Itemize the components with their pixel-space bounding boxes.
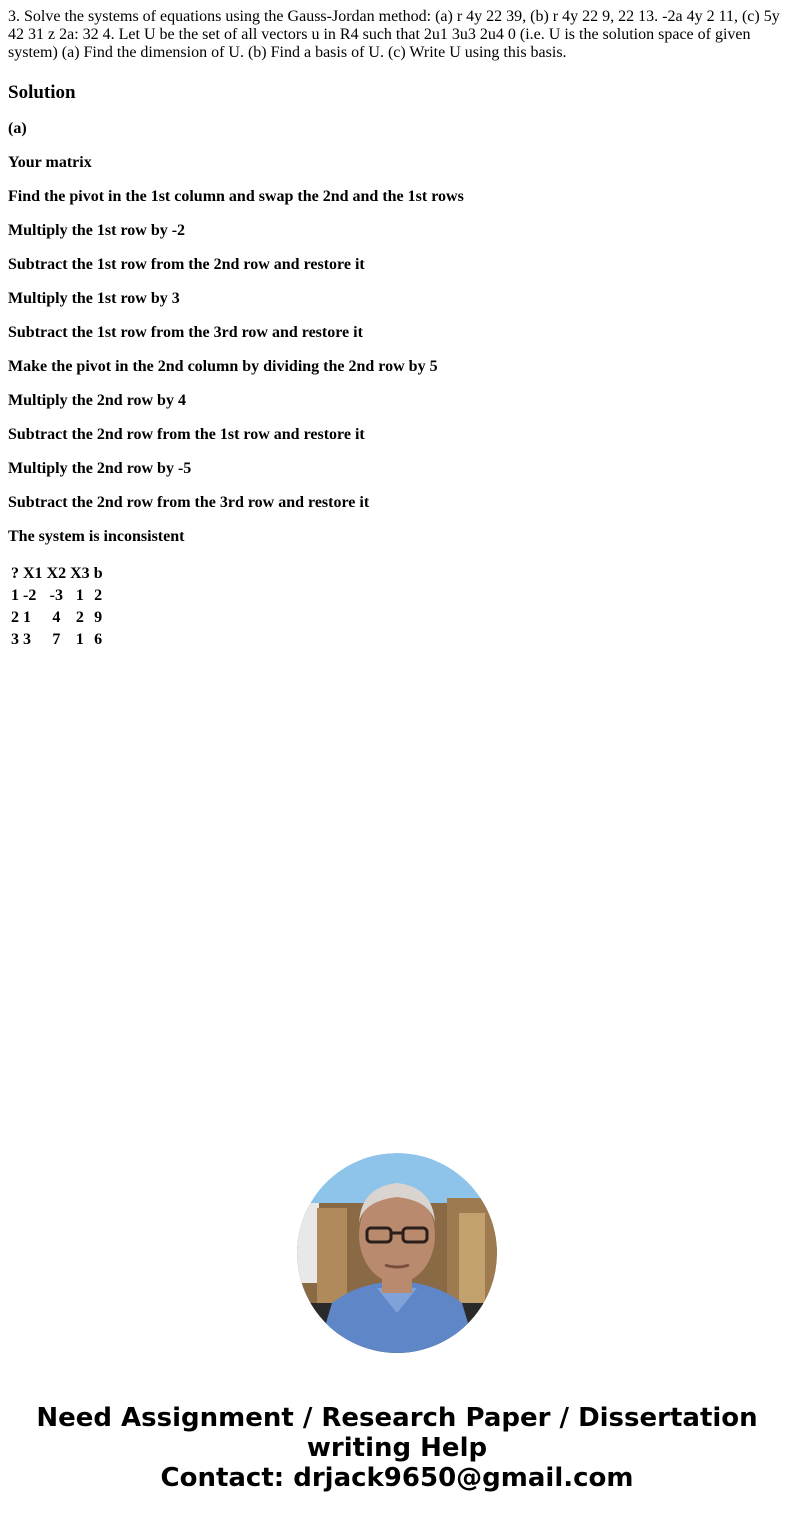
question-text: 3. Solve the systems of equations using the Gauss-Jordan method: (a) r 4y 22 39, (b) r 4y 22 9, 22 13. -2a 4y 2 11, (c) 5y 42 31 z 2a: 32 4. Let U be the set of all vectors u in R4 such that 2u1 3u3 2u4 0 (i.e. U is the solution space of given system) (a) Find the dimension of U. (b) Find a basis of U. (c) Write U using this basis. [8,8,780,61]
footer-contact [0,1403,794,1493]
table-row [10,630,104,650]
table-cell: 9 [94,609,103,626]
avatar [297,1153,497,1353]
table-cell: 2 [94,587,103,604]
step-subtract-row1-from-row3: Subtract the 1st row from the 3rd row and restore it [8,324,363,341]
table-cell: 2 [11,609,19,626]
solution-heading: Solution [8,82,76,103]
step-multiply-row2-4: Multiply the 2nd row by 4 [8,392,186,409]
table-cell: -3 [49,587,63,604]
step-multiply-row1-neg2: Multiply the 1st row by -2 [8,222,186,239]
table-cell: 3 [11,631,19,648]
step-subtract-row2-from-row3: Subtract the 2nd row from the 3rd row and restore it [8,494,370,511]
step-multiply-row1-3: Multiply the 1st row by 3 [8,290,180,307]
table-cell: 2 [75,609,84,626]
table-header-cell: X1 [23,565,43,582]
document-body [8,8,786,652]
step-subtract-row2-from-row1: Subtract the 2nd row from the 1st row and restore it [8,426,365,443]
table-cell: 3 [23,631,31,648]
part-label: (a) [8,120,27,137]
footer-line-1: Need Assignment / Research Paper / Dissertation [36,1403,758,1433]
step-pivot-col2: Make the pivot in the 2nd column by dividing the 2nd row by 5 [8,358,438,375]
footer-line-3: Contact: drjack9650@gmail.com [160,1463,634,1493]
matrix-table [8,562,106,652]
table-header-cell: b [93,565,103,582]
step-your-matrix: Your matrix [8,154,92,171]
table-cell: 4 [52,609,61,626]
step-inconsistent: The system is inconsistent [8,528,185,545]
table-header-cell: ? [11,565,19,582]
table-header-cell: X2 [46,565,67,582]
table-cell: 1 [11,587,19,604]
table-cell: 1 [75,631,84,648]
avatar-portrait-image [297,1153,497,1353]
step-swap-rows: Find the pivot in the 1st column and swap the 2nd and the 1st rows [8,188,464,205]
table-cell: 6 [94,631,103,648]
table-cell: -2 [23,587,37,604]
step-multiply-row2-neg5: Multiply the 2nd row by -5 [8,460,192,477]
table-row [10,586,104,606]
table-header-row [10,564,104,584]
table-cell: 1 [75,587,84,604]
table-cell: 1 [23,609,31,626]
step-subtract-row1-from-row2: Subtract the 1st row from the 2nd row and restore it [8,256,365,273]
table-row [10,608,104,628]
table-cell: 7 [52,631,61,648]
footer-line-2: writing Help [306,1433,488,1463]
table-header-cell: X3 [70,565,90,582]
steps-list [8,120,786,546]
